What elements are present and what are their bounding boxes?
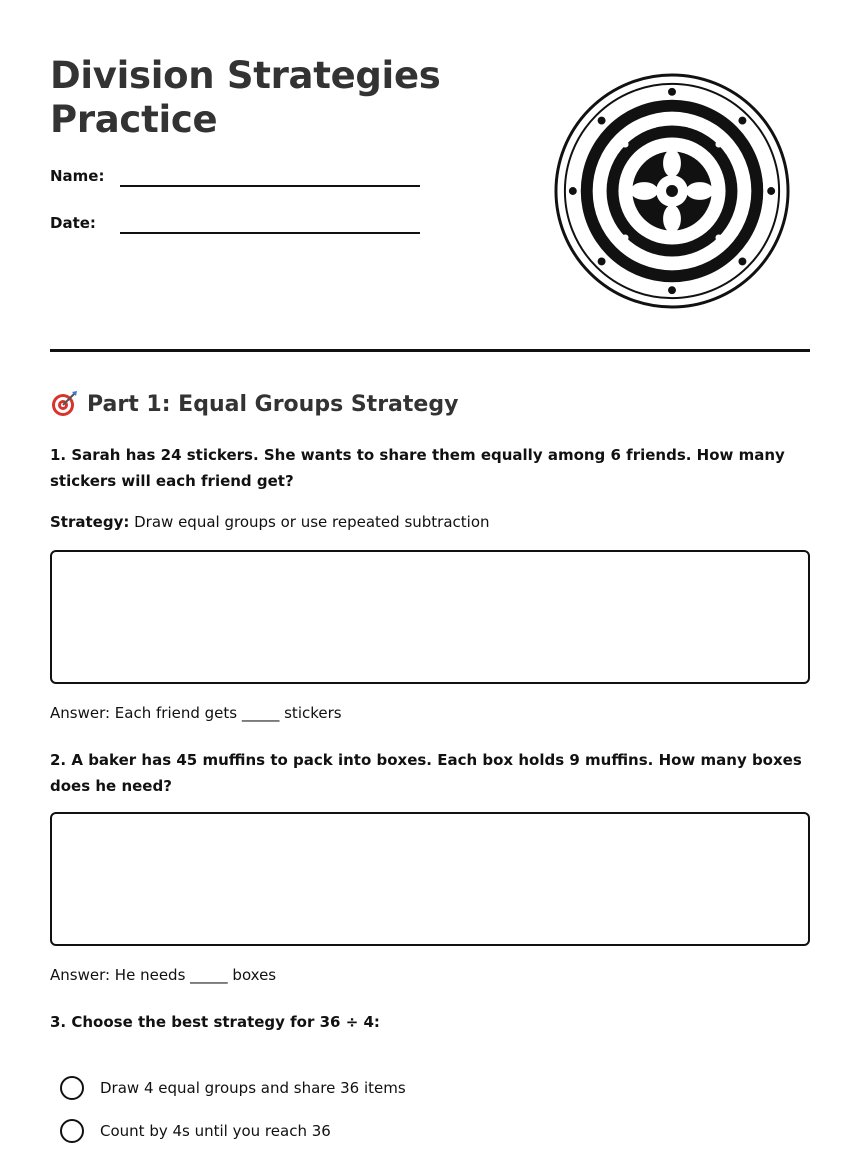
worksheet-header bbox=[50, 0, 810, 352]
mandala-logo bbox=[553, 72, 791, 310]
date-line[interactable] bbox=[120, 232, 420, 234]
section-title-text: Part 1: Equal Groups Strategy bbox=[87, 391, 459, 417]
answer-2: Answer: He needs _____ boxes bbox=[50, 966, 277, 984]
option-1-label: Draw 4 equal groups and share 36 items bbox=[100, 1079, 406, 1097]
strategy-text: Draw equal groups or use repeated subtraction bbox=[129, 513, 490, 531]
option-2[interactable] bbox=[60, 1118, 331, 1144]
radio-option-2[interactable] bbox=[60, 1119, 84, 1143]
name-label: Name: bbox=[50, 167, 105, 185]
strategy-hint bbox=[50, 513, 490, 531]
work-area-1[interactable] bbox=[50, 550, 810, 684]
date-field[interactable] bbox=[50, 214, 420, 244]
worksheet bbox=[50, 0, 810, 1140]
target-icon bbox=[50, 390, 78, 418]
strategy-label: Strategy: bbox=[50, 513, 130, 531]
option-2-label: Count by 4s until you reach 36 bbox=[100, 1122, 331, 1140]
section-title-part1 bbox=[50, 390, 458, 418]
work-area-2[interactable] bbox=[50, 812, 810, 946]
question-3: 3. Choose the best strategy for 36 ÷ 4: bbox=[50, 1013, 380, 1031]
name-field[interactable] bbox=[50, 167, 420, 197]
header-divider bbox=[50, 349, 810, 352]
question-2: 2. A baker has 45 muffins to pack into boxes. Each box holds 9 muffins. How many boxes does he need? bbox=[50, 751, 802, 795]
question-1: 1. Sarah has 24 stickers. She wants to share them equally among 6 friends. How many stickers will each friend get? bbox=[50, 446, 785, 490]
radio-option-1[interactable] bbox=[60, 1076, 84, 1100]
date-label: Date: bbox=[50, 214, 96, 232]
name-line[interactable] bbox=[120, 185, 420, 187]
page-title: Division Strategies Practice bbox=[50, 54, 441, 141]
answer-1: Answer: Each friend gets _____ stickers bbox=[50, 704, 342, 722]
option-1[interactable] bbox=[60, 1075, 406, 1101]
